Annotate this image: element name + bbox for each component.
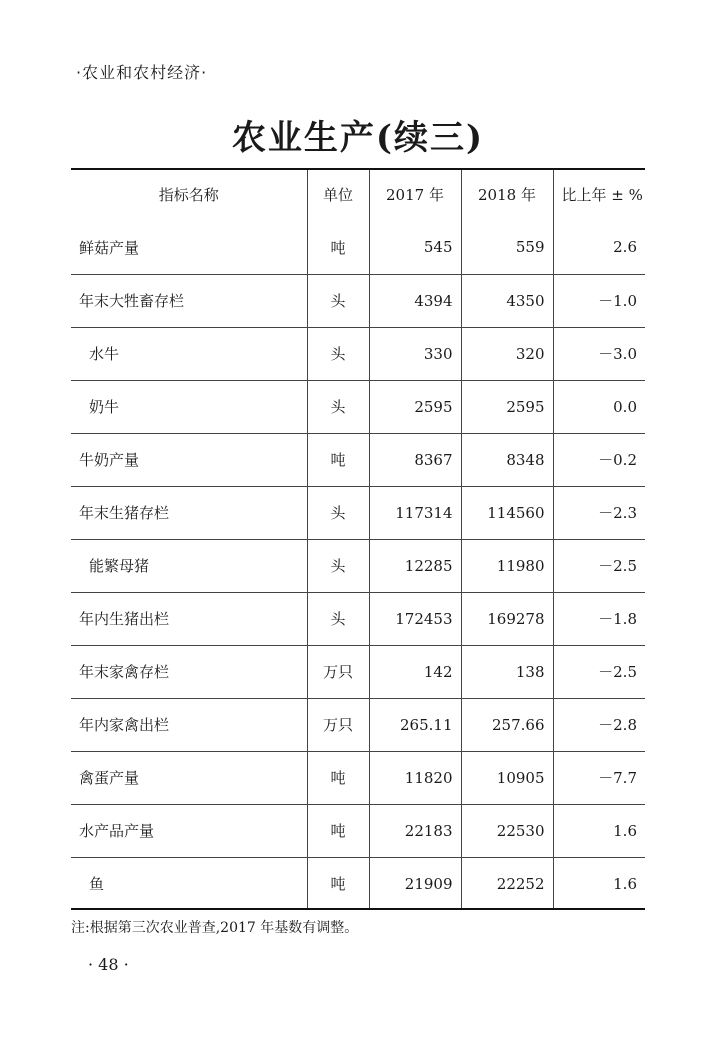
row-name: 能繁母猪 xyxy=(89,557,150,575)
row-change: 1.6 xyxy=(553,804,645,857)
row-2017: 545 xyxy=(369,221,461,274)
table-row xyxy=(71,857,645,910)
row-2017: 330 xyxy=(369,327,461,380)
header-2017: 2017 年 xyxy=(369,168,461,221)
row-2018: 559 xyxy=(461,221,553,274)
header-2018: 2018 年 xyxy=(461,168,553,221)
table-row xyxy=(71,433,645,486)
row-name: 年末家禽存栏 xyxy=(79,663,170,681)
row-unit: 万只 xyxy=(307,698,369,751)
header-indicator-name: 指标名称 xyxy=(158,186,219,204)
row-unit: 头 xyxy=(307,327,369,380)
row-unit: 吨 xyxy=(307,751,369,804)
row-2017: 2595 xyxy=(369,380,461,433)
row-name: 年末生猪存栏 xyxy=(79,504,170,522)
row-change: －1.8 xyxy=(553,592,645,645)
page-number: · 48 · xyxy=(88,955,129,974)
row-2017: 142 xyxy=(369,645,461,698)
row-change: －2.3 xyxy=(553,486,645,539)
row-unit: 万只 xyxy=(307,645,369,698)
row-unit: 吨 xyxy=(307,433,369,486)
row-name: 水产品产量 xyxy=(79,822,155,840)
row-2017: 117314 xyxy=(369,486,461,539)
table-row xyxy=(71,486,645,539)
row-2017: 265.11 xyxy=(369,698,461,751)
table-row xyxy=(71,592,645,645)
row-change: －2.8 xyxy=(553,698,645,751)
row-name: 鱼 xyxy=(89,875,105,894)
header-change-percent: 比上年 ± % xyxy=(553,168,645,221)
table-header-row xyxy=(71,168,645,221)
row-change: －7.7 xyxy=(553,751,645,804)
row-2018: 8348 xyxy=(461,433,553,486)
table-row xyxy=(71,221,645,274)
row-unit: 头 xyxy=(307,592,369,645)
footnote: 注:根据第三次农业普查,2017 年基数有调整。 xyxy=(71,920,359,936)
row-name: 年内生猪出栏 xyxy=(79,610,170,628)
row-name: 年末大牲畜存栏 xyxy=(79,292,185,310)
row-2018: 4350 xyxy=(461,274,553,327)
row-2018: 169278 xyxy=(461,592,553,645)
page-title: 农业生产(续三) xyxy=(231,118,485,158)
row-2017: 21909 xyxy=(369,857,461,910)
table-row xyxy=(71,804,645,857)
table-top-rule xyxy=(71,168,645,170)
row-2018: 320 xyxy=(461,327,553,380)
row-2018: 22252 xyxy=(461,857,553,910)
row-name: 禽蛋产量 xyxy=(79,769,140,787)
row-name: 水牛 xyxy=(89,345,120,363)
row-2018: 114560 xyxy=(461,486,553,539)
row-unit: 头 xyxy=(307,380,369,433)
row-2018: 10905 xyxy=(461,751,553,804)
row-2018: 11980 xyxy=(461,539,553,592)
header-unit: 单位 xyxy=(307,168,369,221)
row-2017: 172453 xyxy=(369,592,461,645)
row-name: 年内家禽出栏 xyxy=(79,716,170,734)
section-header: ·农业和农村经济· xyxy=(76,63,208,82)
table-row xyxy=(71,380,645,433)
row-unit: 吨 xyxy=(307,857,369,910)
row-unit: 吨 xyxy=(307,221,369,274)
row-unit: 头 xyxy=(307,486,369,539)
row-2018: 2595 xyxy=(461,380,553,433)
row-change: 1.6 xyxy=(553,857,645,910)
row-change: －2.5 xyxy=(553,539,645,592)
row-name: 牛奶产量 xyxy=(79,451,140,469)
row-2018: 138 xyxy=(461,645,553,698)
table-row xyxy=(71,751,645,804)
row-2017: 4394 xyxy=(369,274,461,327)
table-row xyxy=(71,274,645,327)
table-row xyxy=(71,539,645,592)
table-row xyxy=(71,698,645,751)
row-unit: 吨 xyxy=(307,804,369,857)
table-row xyxy=(71,327,645,380)
table-row xyxy=(71,645,645,698)
row-2017: 11820 xyxy=(369,751,461,804)
row-change: －2.5 xyxy=(553,645,645,698)
row-2017: 12285 xyxy=(369,539,461,592)
row-change: 0.0 xyxy=(553,380,645,433)
row-2017: 8367 xyxy=(369,433,461,486)
row-2018: 257.66 xyxy=(461,698,553,751)
row-change: －0.2 xyxy=(553,433,645,486)
row-name: 奶牛 xyxy=(89,398,120,416)
data-table xyxy=(71,168,645,910)
row-name: 鲜菇产量 xyxy=(79,238,140,257)
table-bottom-rule xyxy=(71,908,645,910)
row-unit: 头 xyxy=(307,274,369,327)
row-change: －1.0 xyxy=(553,274,645,327)
row-2018: 22530 xyxy=(461,804,553,857)
row-change: 2.6 xyxy=(553,221,645,274)
row-unit: 头 xyxy=(307,539,369,592)
row-change: －3.0 xyxy=(553,327,645,380)
row-2017: 22183 xyxy=(369,804,461,857)
